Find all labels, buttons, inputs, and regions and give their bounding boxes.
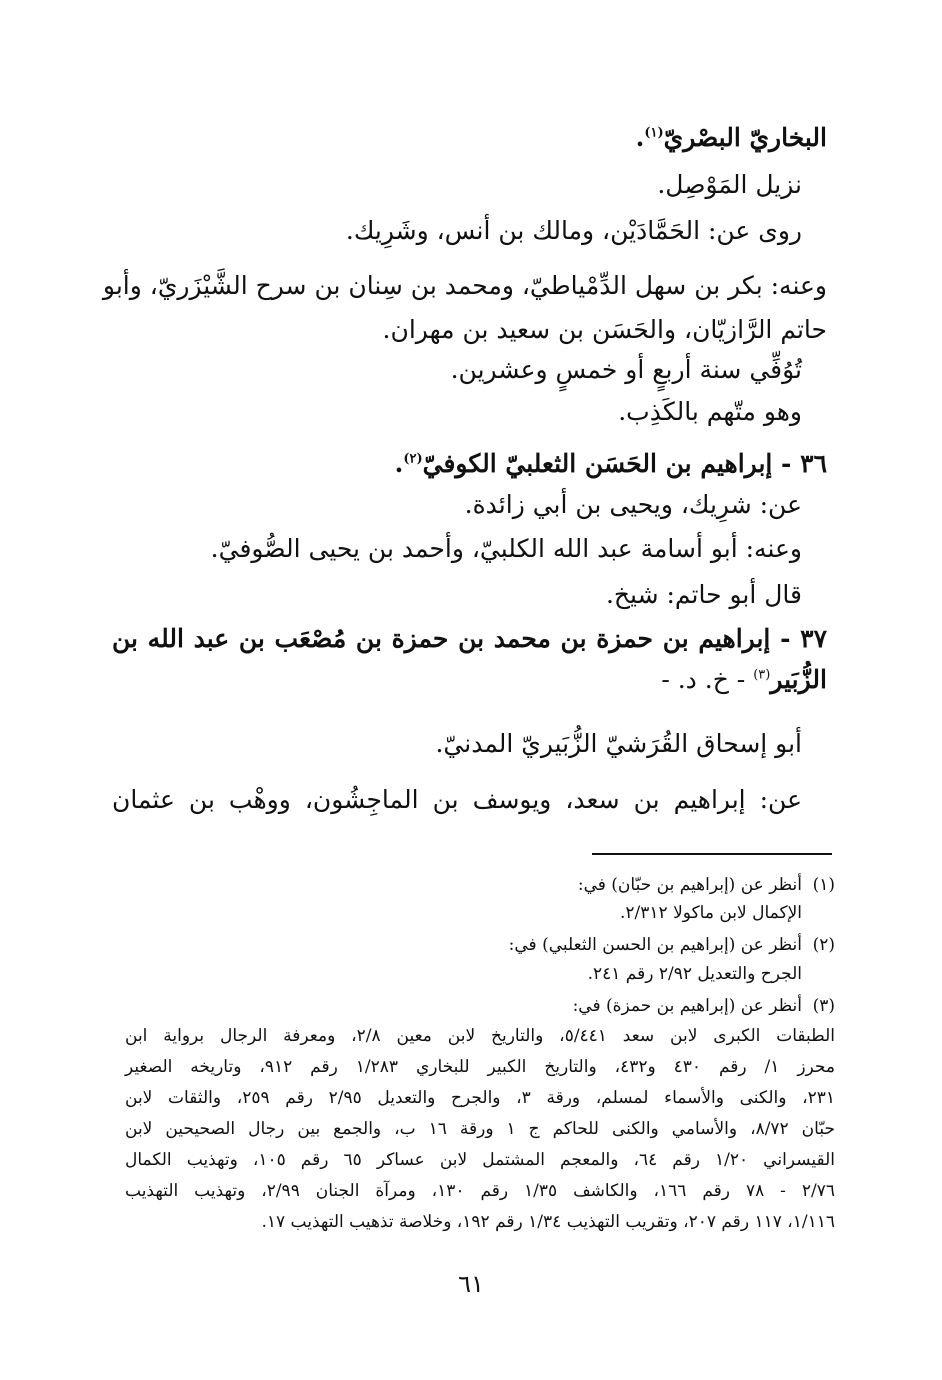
footnote-1-number: (١) <box>812 875 835 895</box>
footnote-divider <box>592 853 832 855</box>
footnote-3-number: (٣) <box>812 996 835 1016</box>
footnote-3-line: القيسراني ١/٢٠ رقم ٦٤، والمعجم المشتمل لابن عساكر ٦٥ رقم ١٠٥، وتهذيب الكمال <box>125 1150 835 1170</box>
entry-cont-narrators-line2: حاتم الرَّازيّان، والحَسَن بن سعيد بن مهران. <box>382 315 827 344</box>
page-number: ٦١ <box>458 1270 484 1298</box>
entry-cont-narrators-line1: وعنه: بكر بن سهل الدِّمْياطيّ، ومحمد بن سِنان بن سرح الشَّيْزَريّ، وأبو <box>102 271 827 300</box>
footnote-3-line: ٢٣١، والكنى والأسماء لمسلم، ورقة ٣، والجرح والتعديل ٢/٩٥ رقم ٢٥٩، والثقات لابن <box>125 1088 835 1108</box>
footnote-2-number: (٢) <box>812 935 835 955</box>
entry-36-grading: قال أبو حاتم: شيخ. <box>605 580 802 609</box>
footnote-3-line: ٢/٧٦ - ٧٨ رقم ١٦٦، والكاشف ١/٣٥ رقم ١٣٠، ومرآة الجنان ٢/٩٩، وتهذيب التهذيب <box>125 1181 835 1201</box>
footnote-3-head: أنظر عن (إبراهيم بن حمزة) في: <box>572 996 802 1016</box>
footnote-2-line: الجرح والتعديل ٢/٩٢ رقم ٢٤١. <box>587 964 802 984</box>
entry-37-title-line2: الزُّبَير$^{(٣)}$ - خ. د. - <box>661 665 827 694</box>
entry-cont-death: تُوُفِّي سنة أربعٍ أو خمسٍ وعشرين. <box>450 355 802 384</box>
footnote-1-line: الإكمال لابن ماكولا ٢/٣١٢. <box>620 903 802 923</box>
footnote-2-head: أنظر عن (إبراهيم بن الحسن الثعلبي) في: <box>508 935 802 955</box>
entry-37-kunya: أبو إسحاق القُرَشيّ الزُّبَيريّ المدنيّ. <box>435 729 802 758</box>
footnote-3-line: محرز ١/ رقم ٤٣٠ و٤٣٢، والتاريخ الكبير للبخاري ١/٢٨٣ رقم ٩١٢، وتاريخه الصغير <box>125 1057 835 1077</box>
entry-cont-verdict: وهو متّهم بالكَذِب. <box>618 397 802 426</box>
footnote-1-head: أنظر عن (إبراهيم بن حبّان) في: <box>577 875 802 895</box>
footnote-3-line: الطبقات الكبرى لابن سعد ٥/٤٤١، والتاريخ لابن معين ٢/٨، ومعرفة الرجال برواية ابن <box>125 1026 835 1046</box>
entry-cont-residence: نزيل المَوْصِل. <box>657 170 802 199</box>
entry-cont-narrated-from: روى عن: الحَمَّادَيْن، ومالك بن أنس، وشَرِيك. <box>345 216 802 245</box>
entry-37-title-line1: ٣٧ - إبراهيم بن حمزة بن محمد بن حمزة بن مُصْعَب بن عبد الله بن <box>112 624 827 653</box>
entry-36-from: عن: شرِيك، ويحيى بن أبي زائدة. <box>464 490 802 519</box>
entry-36-narrators: وعنه: أبو أسامة عبد الله الكلبيّ، وأحمد بن يحيى الصُّوفيّ. <box>210 534 802 563</box>
entry-36-title: ٣٦ - إبراهيم بن الحَسَن الثعلبيّ الكوفيّ$^{(٢)}$. <box>394 449 827 478</box>
footnote-3-line: حبّان ٨/٧٢، والأسامي والكنى للحاكم ج ١ ورقة ١٦ ب، والجمع بين رجال الصحيحين لابن <box>125 1119 835 1139</box>
entry-37-from: عن: إبراهيم بن سعد، ويوسف بن الماجِشُون، ووهْب بن عثمان <box>112 785 802 814</box>
footnote-3-line: ١/١١٦، ١١٧ رقم ٢٠٧، وتقريب التهذيب ١/٣٤ رقم ١٩٢، وخلاصة تذهيب التهذيب ١٧. <box>261 1212 835 1232</box>
entry-cont-title: البخاريّ البصْريّ$^{(١)}$. <box>635 123 827 152</box>
